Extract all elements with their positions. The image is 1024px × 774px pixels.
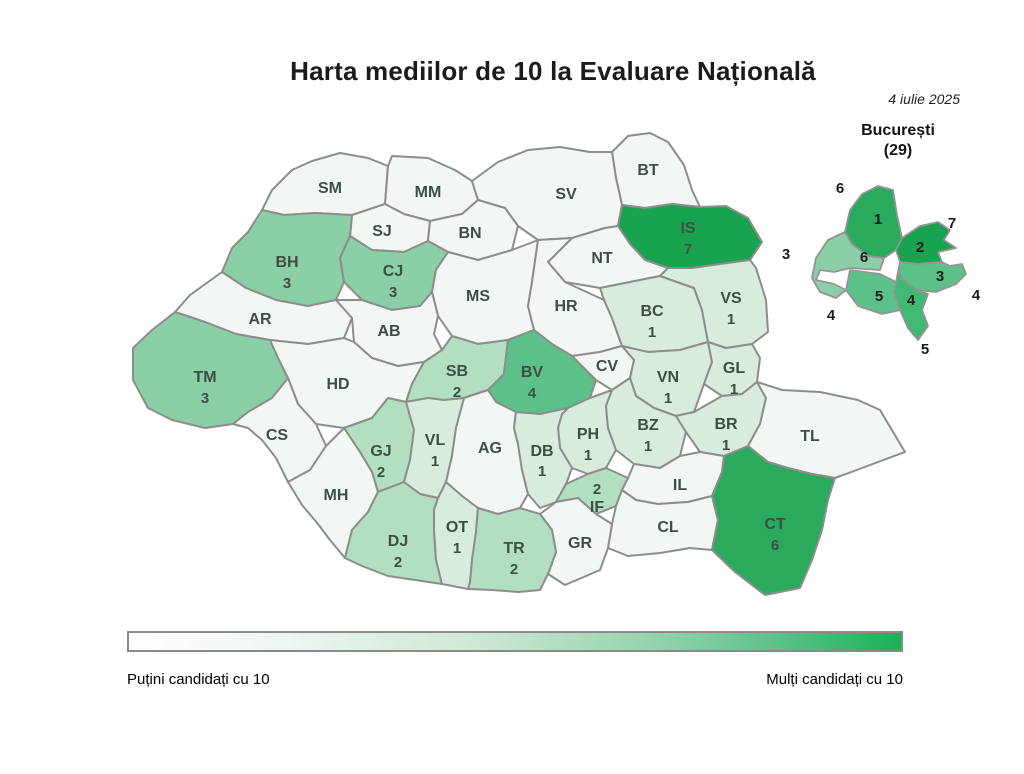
county-BT-code-label: BT	[637, 162, 659, 179]
county-BZ-value-label: 1	[643, 438, 653, 455]
county-AR-code-label: AR	[248, 311, 272, 328]
sector-5-value-label: 4	[826, 307, 836, 324]
county-BZ-code-label: BZ	[637, 417, 659, 434]
county-CL-code-label: CL	[657, 519, 679, 536]
sector-1-value-label: 6	[835, 180, 845, 197]
county-CV-code-label: CV	[595, 358, 619, 375]
county-GJ-value-label: 2	[376, 464, 386, 481]
county-VS-value-label: 1	[726, 311, 736, 328]
county-DJ-code-label: DJ	[387, 533, 409, 550]
sector-4-value-label: 5	[920, 341, 930, 358]
county-SV-code-label: SV	[555, 186, 577, 203]
legend-gradient-bar	[127, 631, 903, 652]
county-BR-value-label: 1	[721, 437, 731, 454]
county-SB-code-label: SB	[445, 363, 469, 380]
county-BH-code-label: BH	[275, 254, 299, 271]
county-DB-value-label: 1	[537, 463, 547, 480]
page-title: Harta mediilor de 10 la Evaluare Națională	[290, 56, 816, 86]
county-BH-value-label: 3	[282, 275, 292, 292]
sector-6-value-label: 3	[781, 246, 791, 263]
county-IS-value-label: 7	[683, 241, 693, 258]
county-GR-code-label: GR	[568, 535, 592, 552]
county-HR-code-label: HR	[554, 298, 578, 315]
county-GL-code-label: GL	[722, 360, 746, 377]
legend-label-min: Puțini candidați cu 10	[127, 671, 270, 688]
county-VN-code-label: VN	[656, 369, 680, 386]
county-MH-code-label: MH	[323, 487, 349, 504]
county-MS-code-label: MS	[466, 288, 490, 305]
county-CT-value-label: 6	[770, 537, 780, 554]
county-TM-value-label: 3	[200, 390, 210, 407]
county-CS-code-label: CS	[265, 427, 289, 444]
county-CJ-value-label: 3	[388, 284, 398, 301]
county-VL-value-label: 1	[430, 453, 440, 470]
county-VN-value-label: 1	[663, 390, 673, 407]
county-VL-code-label: VL	[424, 432, 446, 449]
county-DB-code-label: DB	[530, 443, 554, 460]
county-GJ-code-label: GJ	[370, 443, 392, 460]
county-SM-code-label: SM	[318, 180, 342, 197]
county-OT-code-label: OT	[445, 519, 469, 536]
county-SB-value-label: 2	[452, 384, 462, 401]
county-VS-code-label: VS	[720, 290, 742, 307]
county-IF-code-label: IF	[589, 499, 605, 516]
county-PH-code-label: PH	[576, 426, 600, 443]
county-DJ-value-label: 2	[393, 554, 403, 571]
legend-label-max: Mulți candidați cu 10	[766, 671, 903, 688]
county-BV-value-label: 4	[527, 385, 537, 402]
county-CJ-code-label: CJ	[382, 263, 404, 280]
county-TM-code-label: TM	[193, 369, 217, 386]
sector-3-number-label: 3	[935, 268, 945, 285]
county-MM-code-label: MM	[414, 184, 442, 201]
sector-4-number-label: 4	[906, 292, 916, 309]
county-HD-code-label: HD	[326, 376, 350, 393]
county-TL-code-label: TL	[800, 428, 820, 445]
sector-3-value-label: 4	[971, 287, 981, 304]
county-AB-code-label: AB	[377, 323, 401, 340]
sector-5-number-label: 5	[874, 288, 884, 305]
county-BV-code-label: BV	[520, 364, 544, 381]
bucharest-total: (29)	[883, 142, 913, 159]
sector-1-number-label: 1	[873, 211, 883, 228]
date-label: 4 iulie 2025	[888, 91, 960, 107]
county-BN-code-label: BN	[458, 225, 482, 242]
county-NT-code-label: NT	[591, 250, 613, 267]
county-IF-value-label: 2	[592, 481, 602, 498]
county-IL-code-label: IL	[672, 477, 688, 494]
sector-2-number-label: 2	[915, 239, 925, 256]
bucharest-sector-5	[846, 270, 900, 314]
sector-2-value-label: 7	[947, 215, 957, 232]
county-IS-code-label: IS	[680, 220, 696, 237]
sector-6-number-label: 6	[859, 249, 869, 266]
county-AG-code-label: AG	[478, 440, 502, 457]
county-BC-value-label: 1	[647, 324, 657, 341]
county-OT-value-label: 1	[452, 540, 462, 557]
bucharest-title: București	[861, 122, 935, 139]
county-TR-value-label: 2	[509, 561, 519, 578]
county-BR-code-label: BR	[714, 416, 738, 433]
county-PH-value-label: 1	[583, 447, 593, 464]
county-BC-code-label: BC	[640, 303, 664, 320]
county-SJ-code-label: SJ	[372, 223, 392, 240]
county-GL-value-label: 1	[729, 381, 739, 398]
county-CT-code-label: CT	[764, 516, 786, 533]
county-TR-code-label: TR	[503, 540, 525, 557]
